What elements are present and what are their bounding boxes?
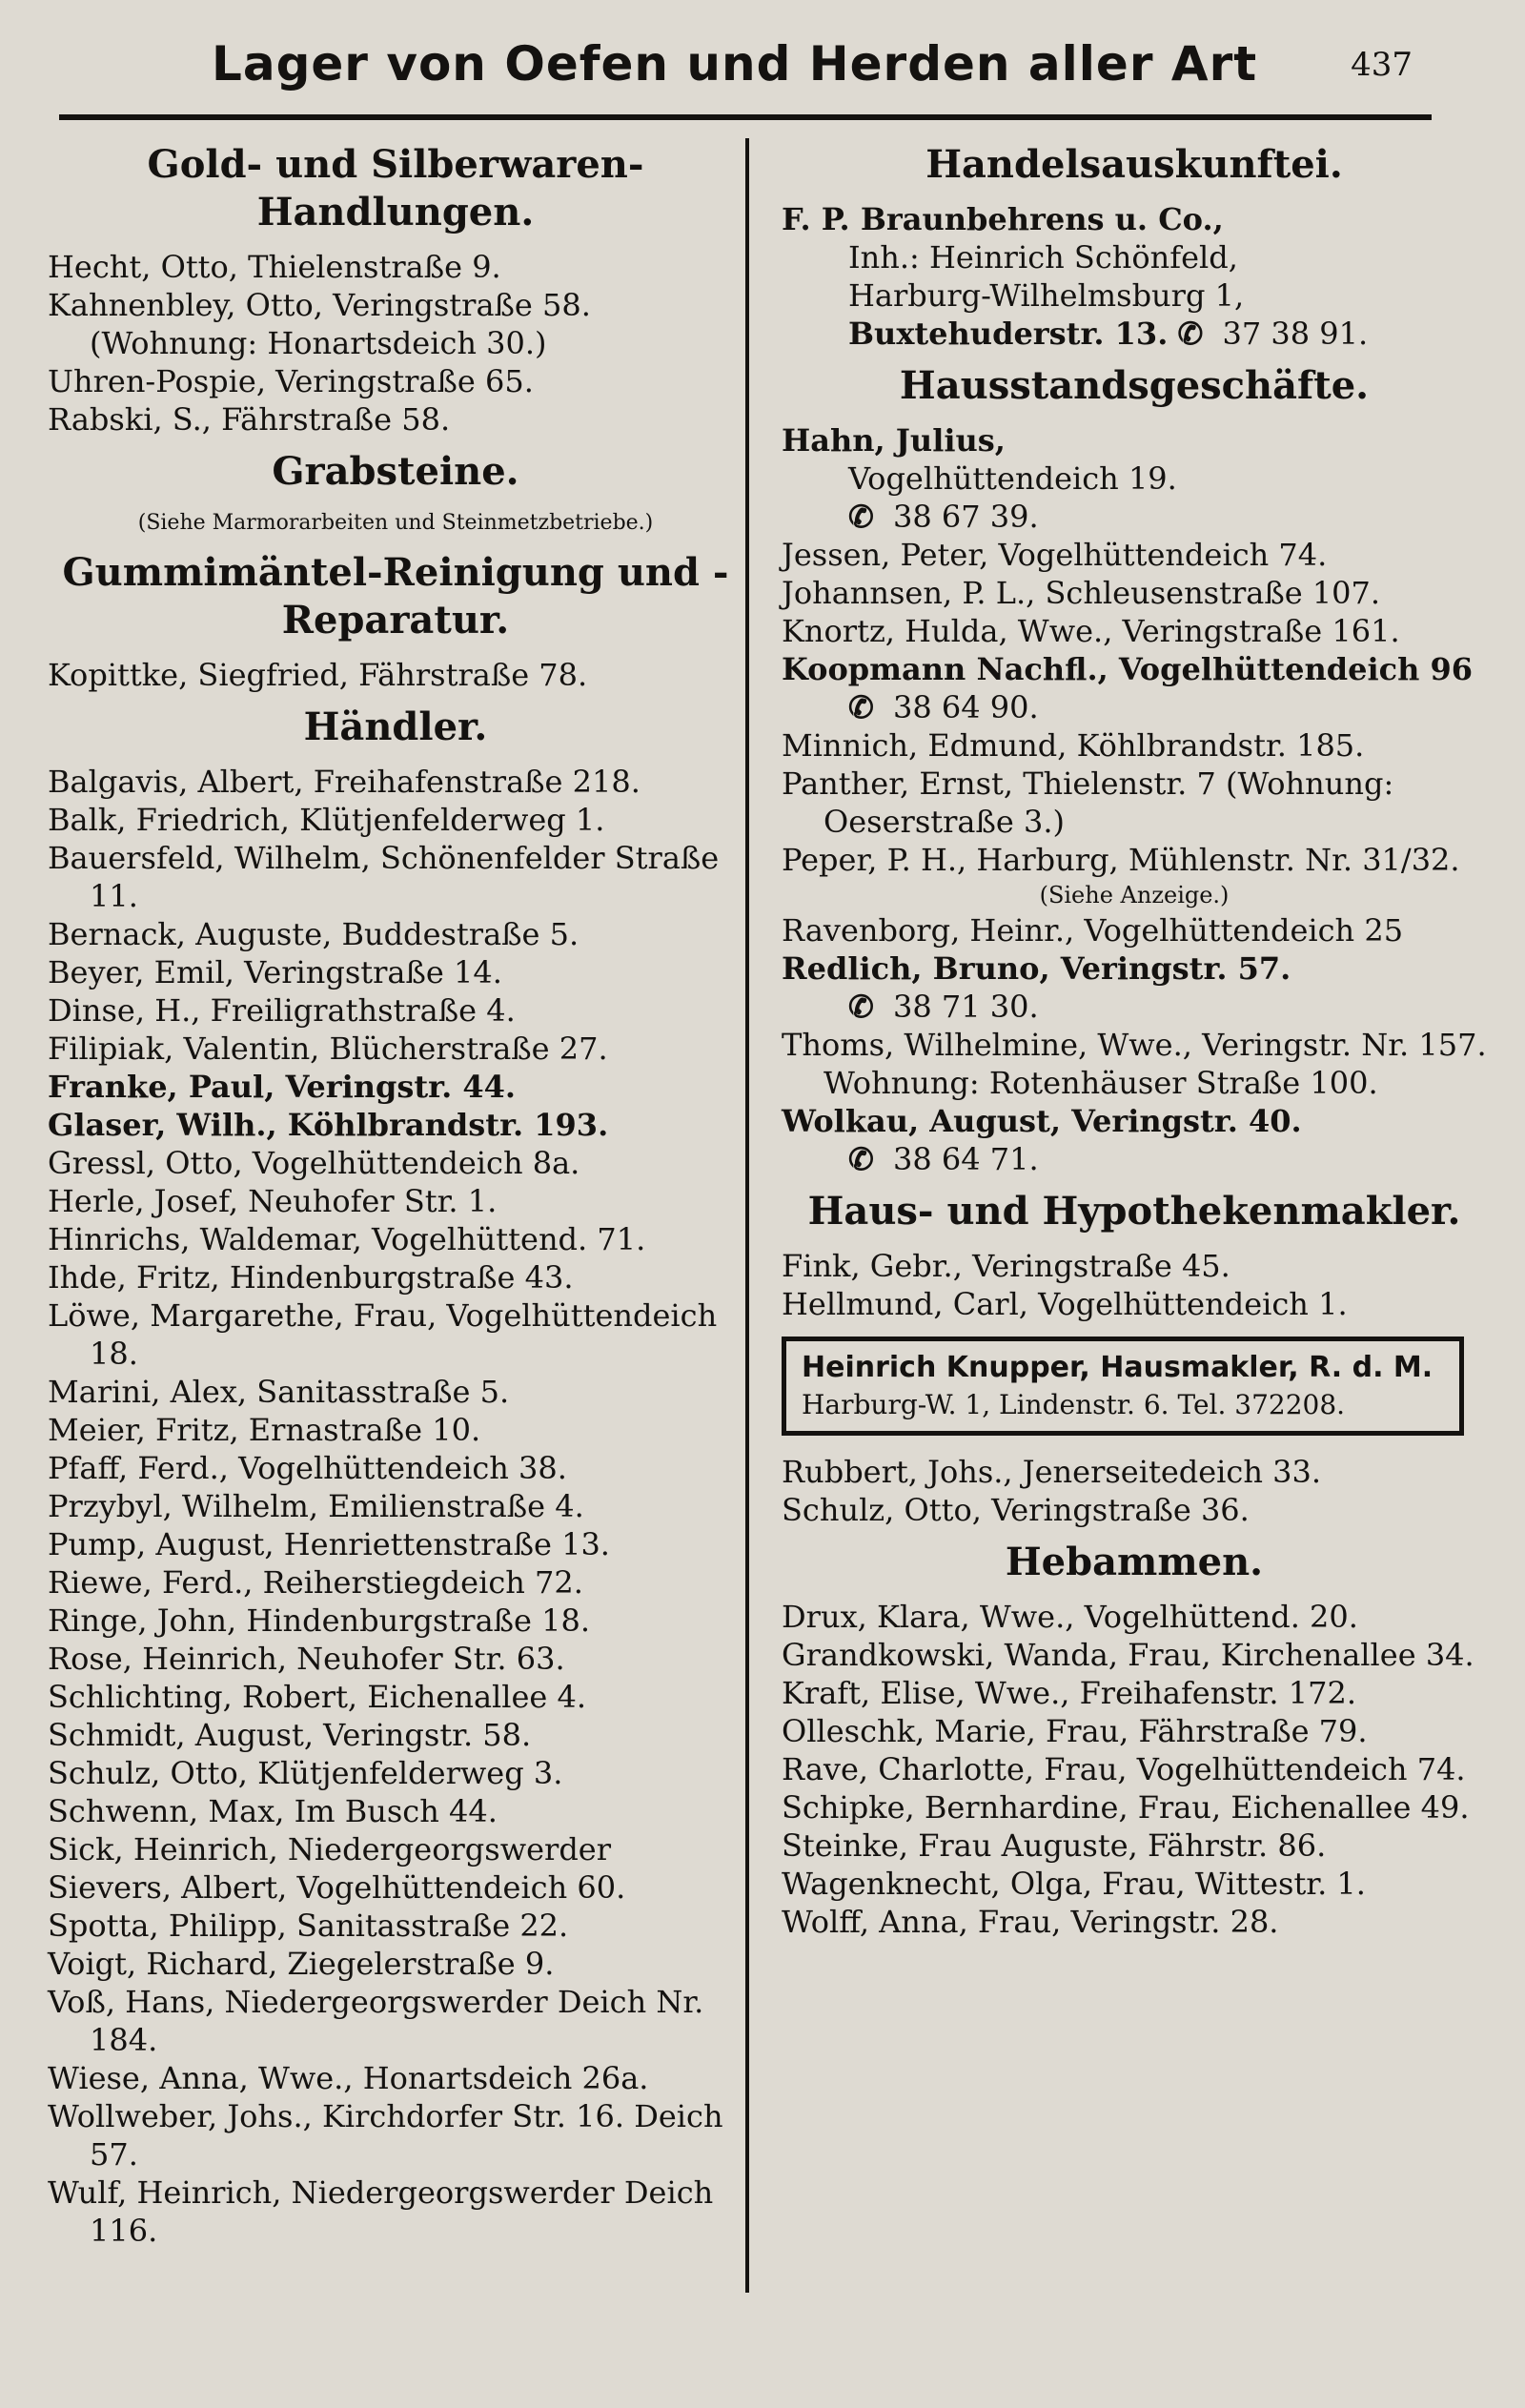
list-item: Wagenknecht, Olga, Frau, Wittestr. 1. <box>782 1866 1366 1902</box>
list-item: Schwenn, Max, Im Busch 44. <box>48 1793 498 1829</box>
list-item: Wollweber, Johs., Kirchdorfer Str. 16. Deich 57. <box>48 2098 723 2173</box>
list-item: Meier, Fritz, Ernastraße 10. <box>48 1412 481 1448</box>
list-item: Knortz, Hulda, Wwe., Veringstraße 161. <box>782 613 1400 649</box>
list-item: Franke, Paul, Veringstr. 44. <box>48 1069 517 1105</box>
entry-phone-line <box>782 315 1487 353</box>
list-item: Rabski, S., Fährstraße 58. <box>48 401 451 438</box>
header-rule <box>59 114 1432 120</box>
list-item: Ravenborg, Heinr., Vogelhüttendeich 25 <box>782 912 1404 949</box>
list-item: Wiese, Anna, Wwe., Honartsdeich 26a. <box>48 2060 649 2096</box>
section-haendler <box>48 704 743 2250</box>
section-makler <box>782 1188 1487 1529</box>
left-column <box>48 133 743 2259</box>
section-heading: Händler. <box>303 704 488 749</box>
list-item: Schulz, Otto, Veringstraße 36. <box>782 1492 1250 1528</box>
section-grabsteine <box>48 448 743 540</box>
list-item: Rave, Charlotte, Frau, Vogelhüttendeich 74. <box>782 1751 1466 1787</box>
section-hausstand <box>782 362 1487 1178</box>
list-item: Balk, Friedrich, Klütjenfelderweg 1. <box>48 802 605 838</box>
list-item: Sievers, Albert, Vogelhüttendeich 60. <box>48 1869 626 1906</box>
entry-line: Inh.: Heinrich Schönfeld, <box>848 239 1238 275</box>
list-item: Hecht, Otto, Thielenstraße 9. <box>48 249 501 285</box>
telephone-icon: ✆ <box>848 1141 874 1177</box>
list-item: Steinke, Frau Auguste, Fährstr. 86. <box>782 1827 1327 1864</box>
list-item: Fink, Gebr., Veringstraße 45. <box>782 1248 1230 1284</box>
list-item: Schlichting, Robert, Eichenallee 4. <box>48 1679 587 1715</box>
section-heading: Grabsteine. <box>272 449 519 494</box>
list-item: Herle, Josef, Neuhofer Str. 1. <box>48 1183 498 1219</box>
section-hebammen <box>782 1539 1487 1941</box>
list-item: Pump, August, Henriettenstraße 13. <box>48 1526 610 1562</box>
phone-number: 38 71 30. <box>892 989 1039 1025</box>
phone-number: 38 67 39. <box>892 499 1039 535</box>
list-item: Bauersfeld, Wilhelm, Schönenfelder Straße 11. <box>48 840 720 914</box>
list-item: Kahnenbley, Otto, Veringstraße 58. (Wohnung: Honartsdeich 30.) <box>48 287 591 361</box>
list-item: Hellmund, Carl, Vogelhüttendeich 1. <box>782 1286 1348 1322</box>
list-item: Wulf, Heinrich, Niedergeorgswerder Deich 116. <box>48 2174 714 2249</box>
list-item: Olleschk, Marie, Frau, Fährstraße 79. <box>782 1713 1368 1749</box>
page-header <box>59 27 1432 122</box>
entry-phone-line <box>782 688 1487 726</box>
list-item: Bernack, Auguste, Buddestraße 5. <box>48 916 580 952</box>
list-item: Panther, Ernst, Thielenstr. 7 (Wohnung: Oeserstraße 3.) <box>782 765 1394 840</box>
list-item: Koopmann Nachfl., Vogelhüttendeich 96 <box>782 651 1474 687</box>
telephone-icon: ✆ <box>848 689 874 725</box>
section-gold <box>48 141 743 439</box>
list-item: Wolff, Anna, Frau, Veringstr. 28. <box>782 1904 1279 1940</box>
list-item: Spotta, Philipp, Sanitasstraße 22. <box>48 1908 569 1944</box>
list-item: Minnich, Edmund, Köhlbrandstr. 185. <box>782 727 1365 764</box>
list-item: Johannsen, P. L., Schleusenstraße 107. <box>782 575 1381 611</box>
list-item: Uhren-Pospie, Veringstraße 65. <box>48 363 534 399</box>
phone-number: 38 64 71. <box>892 1141 1039 1177</box>
section-heading: Gold- und Silberwaren-Handlungen. <box>147 142 644 235</box>
list-item: Gressl, Otto, Vogelhüttendeich 8a. <box>48 1145 580 1181</box>
list-item: Peper, P. H., Harburg, Mühlenstr. Nr. 31/32. <box>782 842 1460 878</box>
section-auskunftei <box>782 141 1487 353</box>
section-note: (Siehe Marmorarbeiten und Steinmetzbetriebe.) <box>137 511 654 535</box>
list-item: Hinrichs, Waldemar, Vogelhüttend. 71. <box>48 1221 646 1257</box>
list-item: Wolkau, August, Veringstr. 40. <box>782 1103 1302 1139</box>
phone-number: 38 64 90. <box>892 689 1039 725</box>
list-item: Grandkowski, Wanda, Frau, Kirchenallee 34. <box>782 1637 1474 1673</box>
list-item: Schulz, Otto, Klütjenfelderweg 3. <box>48 1755 563 1791</box>
list-item: Hahn, Julius, <box>782 422 1006 459</box>
entry-address: Buxtehuderstr. 13. <box>848 316 1169 352</box>
list-item: Voigt, Richard, Ziegelerstraße 9. <box>48 1946 555 1982</box>
list-item: Filipiak, Valentin, Blücherstraße 27. <box>48 1031 608 1067</box>
column-divider <box>745 138 749 2293</box>
list-item: Dinse, H., Freiligrathstraße 4. <box>48 992 516 1029</box>
section-heading: Hausstandsgeschäfte. <box>899 363 1370 408</box>
ad-line: Harburg-W. 1, Lindenstr. 6. Tel. 372208. <box>802 1389 1346 1420</box>
list-item: Löwe, Margarethe, Frau, Vogelhüttendeich 18. <box>48 1297 718 1372</box>
right-column <box>782 133 1487 1950</box>
phone-number: 37 38 91. <box>1222 316 1369 352</box>
telephone-icon: ✆ <box>1177 316 1204 352</box>
list-item: Thoms, Wilhelmine, Wwe., Veringstr. Nr. 157. Wohnung: Rotenhäuser Straße 100. <box>782 1027 1487 1101</box>
list-item: Sick, Heinrich, Niedergeorgswerder <box>48 1831 612 1867</box>
list-item: Jessen, Peter, Vogelhüttendeich 74. <box>782 537 1328 573</box>
telephone-icon: ✆ <box>848 499 874 535</box>
list-item: Schipke, Bernhardine, Frau, Eichenallee 49. <box>782 1789 1470 1826</box>
entry-phone-line <box>782 498 1487 536</box>
list-item: Przybyl, Wilhelm, Emilienstraße 4. <box>48 1488 584 1524</box>
ad-line: Heinrich Knupper, Hausmakler, R. d. M. <box>802 1351 1434 1384</box>
section-heading: Hebammen. <box>1005 1540 1264 1584</box>
entry-phone-line <box>782 988 1487 1026</box>
list-item: Riewe, Ferd., Reiherstiegdeich 72. <box>48 1564 583 1601</box>
entry-note: (Siehe Anzeige.) <box>1039 882 1230 908</box>
list-item: Balgavis, Albert, Freihafenstraße 218. <box>48 764 640 800</box>
entry-line: Harburg-Wilhelmsburg 1, <box>848 277 1245 314</box>
list-item: Kopittke, Siegfried, Fährstraße 78. <box>48 657 588 693</box>
list-item: Drux, Klara, Wwe., Vogelhüttend. 20. <box>782 1599 1358 1635</box>
section-heading: Haus- und Hypothekenmakler. <box>807 1189 1461 1234</box>
list-item: Rose, Heinrich, Neuhofer Str. 63. <box>48 1641 565 1677</box>
list-item: Beyer, Emil, Veringstraße 14. <box>48 954 502 990</box>
list-item: Voß, Hans, Niedergeorgswerder Deich Nr. 184. <box>48 1984 704 2058</box>
list-item: Redlich, Bruno, Veringstr. 57. <box>782 950 1291 987</box>
header-title: Lager von Oefen und Herden aller Art <box>212 36 1258 92</box>
list-item: Ihde, Fritz, Hindenburgstraße 43. <box>48 1259 574 1296</box>
list-item: Kraft, Elise, Wwe., Freihafenstr. 172. <box>782 1675 1356 1711</box>
list-item: Schmidt, August, Veringstr. 58. <box>48 1717 532 1753</box>
entry-line: Vogelhüttendeich 19. <box>848 460 1177 497</box>
page-number: 437 <box>1351 46 1413 84</box>
list-item: F. P. Braunbehrens u. Co., <box>782 201 1224 237</box>
section-heading: Gummimäntel-Reinigung und -Reparatur. <box>62 550 729 643</box>
telephone-icon: ✆ <box>848 989 874 1025</box>
section-gummi <box>48 549 743 694</box>
entry-phone-line <box>782 1140 1487 1178</box>
list-item: Ringe, John, Hindenburgstraße 18. <box>48 1602 591 1639</box>
list-item: Pfaff, Ferd., Vogelhüttendeich 38. <box>48 1450 567 1486</box>
section-heading: Handelsauskunftei. <box>925 142 1343 187</box>
advertisement-box <box>782 1337 1464 1436</box>
list-item: Marini, Alex, Sanitasstraße 5. <box>48 1374 510 1410</box>
list-item: Glaser, Wilh., Köhlbrandstr. 193. <box>48 1107 609 1143</box>
list-item: Rubbert, Johs., Jenerseitedeich 33. <box>782 1454 1321 1490</box>
